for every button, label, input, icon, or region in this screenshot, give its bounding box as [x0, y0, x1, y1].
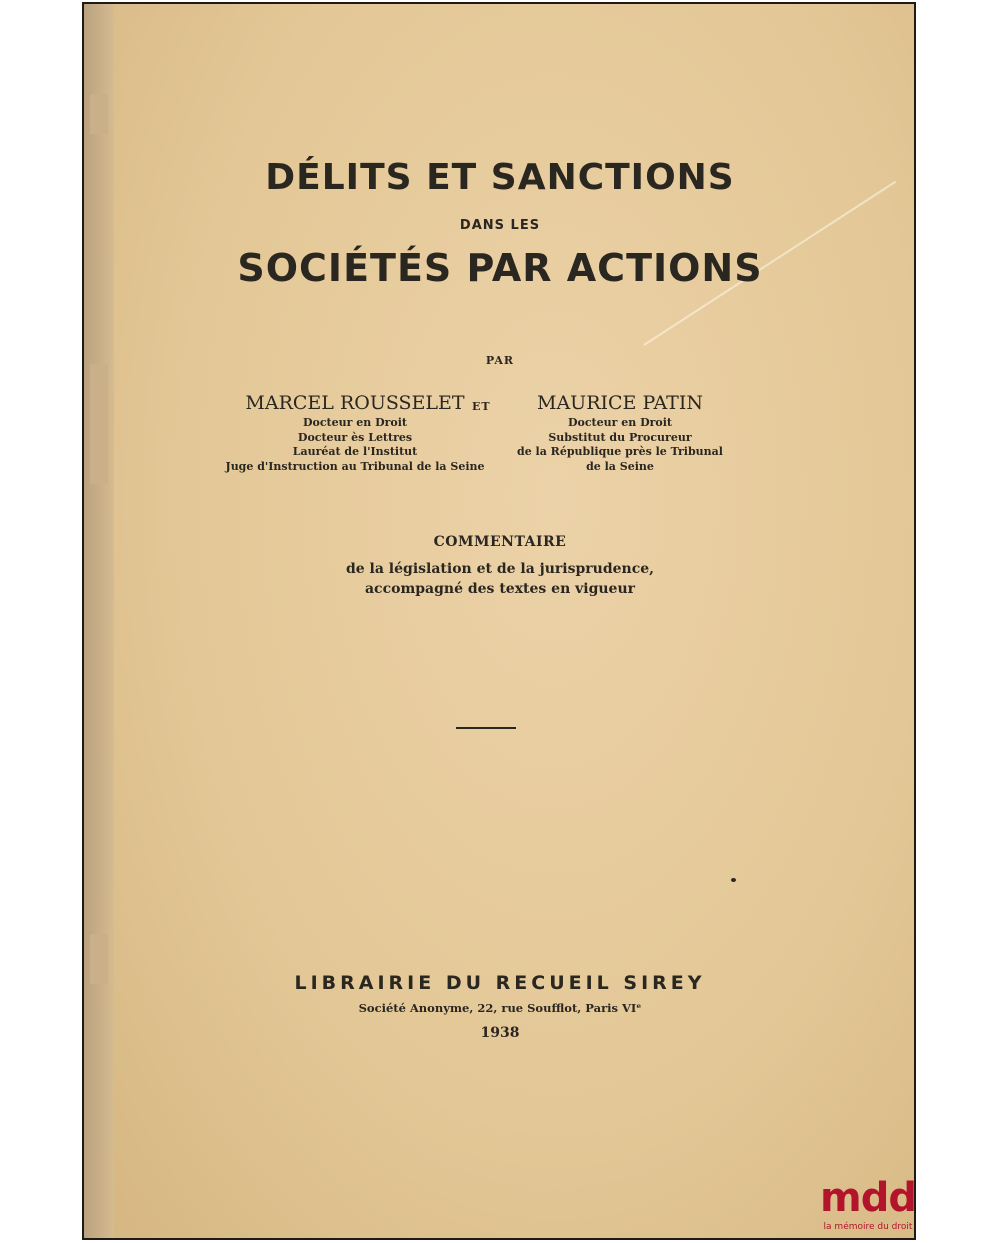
- author-credential: Docteur ès Lettres: [297, 430, 413, 444]
- title-connector: DANS LES: [459, 218, 541, 233]
- author-name: MAURICE PATIN: [537, 392, 703, 414]
- author-credential: Juge d'Instruction au Tribunal de la Seine: [225, 459, 485, 473]
- author-credential: Substitut du Procureur: [548, 430, 692, 444]
- author-credential: Docteur en Droit: [567, 416, 673, 429]
- spine-wear: [90, 364, 108, 484]
- title-line-2: SOCIÉTÉS PAR ACTIONS: [237, 246, 763, 290]
- publisher-address: Société Anonyme, 22, rue Soufflot, Paris VIᵉ: [358, 1001, 642, 1015]
- author-block-rousselet: [225, 390, 485, 474]
- author-block-patin: [505, 390, 735, 474]
- mdd-watermark-logo: [818, 1176, 918, 1238]
- ink-spot: [731, 878, 736, 882]
- publisher-name: LIBRAIRIE DU RECUEIL SIREY: [294, 972, 706, 994]
- author-credential: Docteur en Droit: [302, 416, 408, 429]
- commentary-line-1: de la législation et de la jurisprudence,: [345, 561, 655, 577]
- commentary-title: COMMENTAIRE: [433, 534, 567, 550]
- by-label: PAR: [485, 354, 515, 367]
- logo-mark: mdd: [820, 1175, 916, 1221]
- and-label: ET: [472, 400, 491, 413]
- title-line-1: DÉLITS ET SANCTIONS: [265, 157, 735, 198]
- spine-wear: [90, 94, 108, 134]
- author-name: MARCEL ROUSSELET: [245, 392, 465, 414]
- commentary-line-2: accompagné des textes en vigueur: [364, 581, 636, 597]
- author-credential: de la République près le Tribunal: [517, 445, 723, 458]
- author-credential: de la Seine: [586, 459, 654, 473]
- logo-tagline: la mémoire du droit: [823, 1222, 913, 1232]
- publication-year: 1938: [480, 1025, 520, 1041]
- divider-rule: [456, 727, 516, 729]
- author-credential: Lauréat de l'Institut: [292, 445, 418, 458]
